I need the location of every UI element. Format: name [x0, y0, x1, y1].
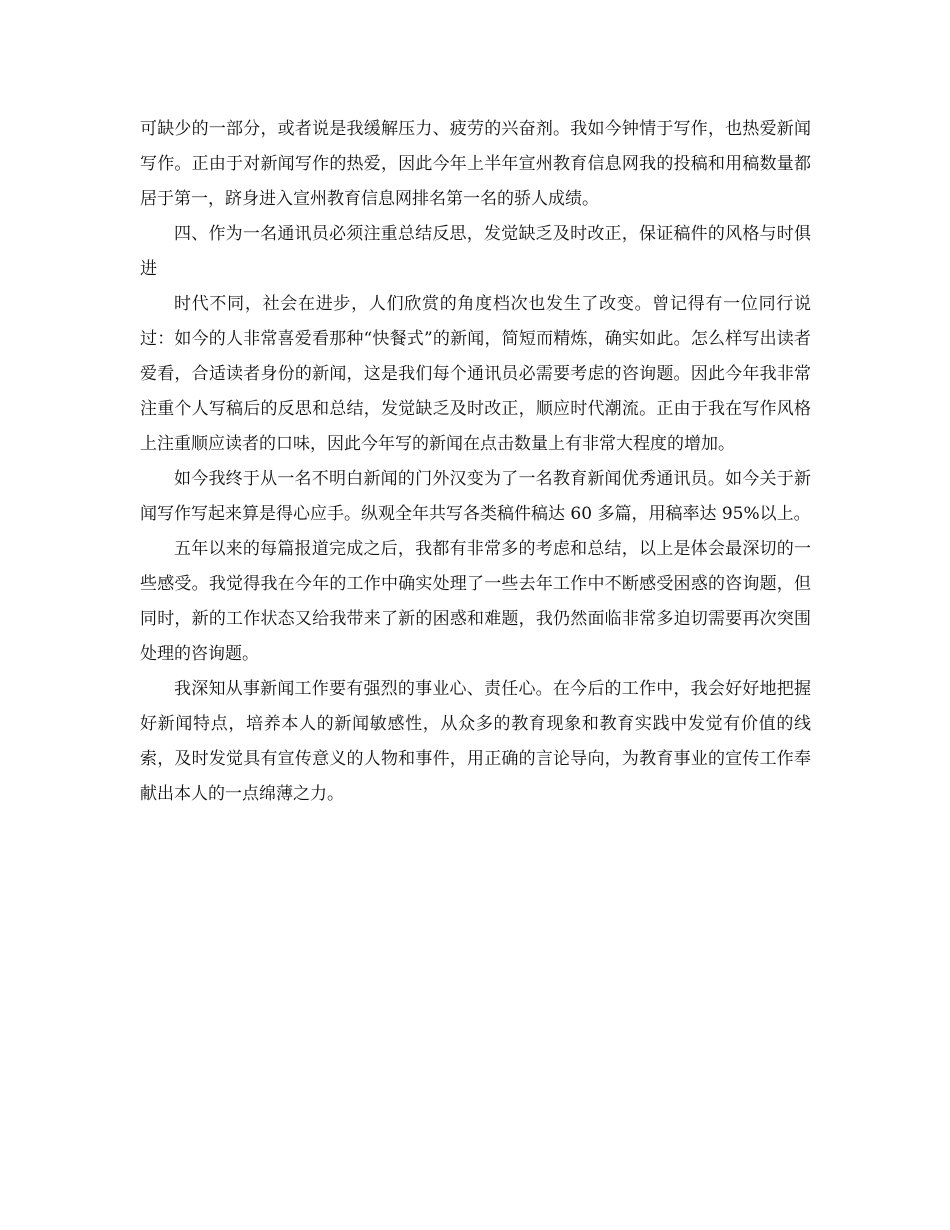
section-heading: 四、作为一名通讯员必须注重总结反思，发觉缺乏及时改正，保证稿件的风格与时俱进 — [140, 224, 811, 279]
paragraph: 五年以来的每篇报道完成之后，我都有非常多的考虑和总结，以上是体会最深切的一些感受。我觉得我在今年的工作中确实处理了一些去年工作中不断感受困惑的咨询题，但同时，新的工作状态又给我带来了新的困惑和难题，我仍然面临非常多迫切需要再次突围处理的咨询题。 — [140, 539, 811, 664]
paragraph: 如今我终于从一名不明白新闻的门外汉变为了一名教育新闻优秀通讯员。如今关于新闻写作写起来算是得心应手。纵观全年共写各类稿件稿达 60 多篇，用稿率达 95%以上。 — [140, 469, 811, 524]
paragraph: 我深知从事新闻工作要有强烈的事业心、责任心。在今后的工作中，我会好好地把握好新闻特点，培养本人的新闻敏感性，从众多的教育现象和教育实践中发觉有价值的线索，及时发觉具有宣传意义的人物和事件，用正确的言论导向，为教育事业的宣传工作奉献出本人的一点绵薄之力。 — [140, 679, 811, 804]
paragraph-continued: 可缺少的一部分，或者说是我缓解压力、疲劳的兴奋剂。我如今钟情于写作，也热爱新闻写作。正由于对新闻写作的热爱，因此今年上半年宣州教育信息网我的投稿和用稿数量都居于第一，跻身进入宣州教育信息网排名第一名的骄人成绩。 — [140, 119, 811, 209]
document-body — [140, 112, 811, 812]
paragraph: 时代不同，社会在进步，人们欣赏的角度档次也发生了改变。曾记得有一位同行说过：如今的人非常喜爱看那种“快餐式”的新闻，简短而精炼，确实如此。怎么样写出读者爱看，合适读者身份的新闻，这是我们每个通讯员必需要考虑的咨询题。因此今年我非常注重个人写稿后的反思和总结，发觉缺乏及时改正，顺应时代潮流。正由于我在写作风格上注重顺应读者的口味，因此今年写的新闻在点击数量上有非常大程度的增加。 — [140, 294, 811, 454]
